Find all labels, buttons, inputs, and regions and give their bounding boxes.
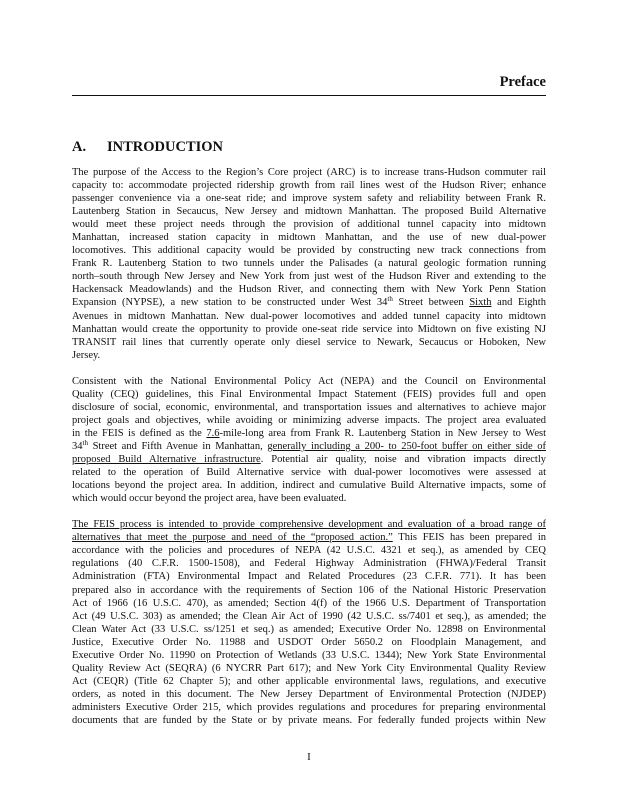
text-run: passenger convenience via a one-seat ride; and improve system safety and reliability between Frank R.: [72, 193, 546, 205]
text-run: locomotives. This additional capacity would be provided by constructing new track connections from: [72, 245, 546, 257]
text-line: [72, 662, 546, 675]
text-line: [72, 414, 546, 427]
text-run: Consistent with the National Environmental Policy Act (NEPA) and the Council on Environmental: [72, 375, 546, 387]
text-run: Manhattan, increased station capacity in midtown Manhattan, and the use of new dual-power: [72, 232, 546, 244]
text-run: Jersey.: [72, 349, 101, 361]
text-run: -mile-long area from Frank R. Lautenberg Station in New Jersey to West: [219, 427, 546, 439]
paragraph: [72, 375, 546, 505]
text-run: project goals and objectives, while avoiding or minimizing adverse impacts. The project area evaluated: [72, 414, 546, 426]
text-run: Street and Fifth Avenue in Manhattan,: [87, 440, 268, 452]
section-letter: A.: [72, 139, 87, 155]
text-run: would meet these project needs through the provision of additional tunnel capacity into midtown: [72, 219, 546, 231]
underlined-text: proposed Build Alternative infrastructure: [72, 454, 261, 466]
text-run: regulations (40 C.F.R. 1500-1508), and Federal Highway Administration (FHWA)/Federal Transit: [72, 558, 546, 570]
text-line: [72, 440, 546, 453]
text-line: [72, 401, 546, 414]
text-run: and Eighth: [491, 297, 546, 309]
text-run: locations beyond the project area. In addition, indirect and cumulative Build Alternative impacts, some of: [72, 480, 546, 492]
text-line: [72, 283, 546, 296]
text-run: disclosure of social, economic, environmental, and transportation issues and alternatives to achieve major: [72, 401, 546, 413]
text-run: Expansion (NYPSE), a new station to be constructed under West 34: [72, 297, 388, 309]
text-run: Hackensack Meadowlands) and the Hudson River, and connecting them with New York Penn Station: [72, 284, 546, 296]
text-line: [72, 427, 546, 440]
text-line: [72, 205, 546, 218]
text-line: [72, 714, 546, 727]
text-run: related to the operation of Build Alternative service with dual-power locomotives were assessed at: [72, 467, 546, 479]
text-run: orders, as noted in this document. The New Jersey Department of Environmental Protection (NJDEP): [72, 688, 546, 700]
text-run: Manhattan would create the opportunity to provide one-seat ride service into Midtown on five existing NJ: [72, 323, 546, 335]
superscript: th: [387, 296, 393, 304]
text-line: [72, 349, 546, 362]
text-line: [72, 557, 546, 570]
text-run: Frank R. Lautenberg Station to two tunnels under the Palisades (a natural geologic formation running: [72, 258, 546, 270]
text-line: [72, 466, 546, 479]
text-line: [72, 688, 546, 701]
text-run: capacity to: accommodate projected ridership growth from rail lines west of the Hudson River; enhance: [72, 180, 546, 192]
underlined-text: generally including a 200- to 250-foot buffer on either side of: [267, 440, 546, 452]
header-rule: [72, 95, 546, 96]
text-line: [72, 479, 546, 492]
text-run: Administration (FTA) Environmental Impact and Related Procedures (23 C.F.R. 771). It has been: [72, 571, 546, 583]
text-run: This FEIS has been prepared in: [392, 532, 546, 544]
text-line: [72, 518, 546, 531]
underlined-text: alternatives that meet the purpose and need of the “proposed action.”: [72, 532, 393, 544]
text-line: [72, 270, 546, 283]
text-run: Executive Order No. 11990 on Protection of Wetlands (33 U.S.C. 1344); New York State Environmental: [72, 649, 546, 661]
page-header-title: Preface: [499, 74, 546, 90]
page-number: I: [307, 751, 311, 763]
text-run: Act (CEQR) (Title 62 Chapter 5); and other applicable environmental laws, regulations, and executive: [72, 675, 546, 687]
text-run: 34: [72, 440, 83, 452]
text-line: [72, 597, 546, 610]
text-run: north–south through New Jersey and New York from just west of the Hudson River and extending to the: [72, 271, 546, 283]
text-run: administers Executive Order 215, which provides regulations and procedures for preparing environmental: [72, 701, 546, 713]
paragraph-gap: [72, 505, 546, 518]
text-line: [72, 375, 546, 388]
text-run: Act of 1966 (16 U.S.C. 470), as amended; Section 4(f) of the 1966 U.S. Department of Transportation: [72, 597, 546, 609]
text-line: [72, 192, 546, 205]
text-line: [72, 323, 546, 336]
text-line: [72, 492, 546, 505]
text-run: . Potential air quality, noise and vibration impacts directly: [260, 454, 546, 466]
text-run: Justice, Executive Order No. 11988 and USDOT Order 5650.2 on Floodplain Management, and: [72, 636, 546, 648]
text-line: [72, 257, 546, 270]
text-run: Act (49 U.S.C. 303) as amended; the Clean Air Act of 1990 (42 U.S.C. ss/7401 et seq.), as amended; the: [72, 610, 546, 622]
text-run: Avenues in midtown Manhattan. New dual-power locomotives and added tunnel capacity into midtown: [72, 310, 546, 322]
text-run: accordance with the policies and procedures of NEPA (42 U.S.C. 4321 et seq.), as amended by CEQ: [72, 545, 546, 557]
text-line: [72, 701, 546, 714]
text-line: [72, 336, 546, 349]
text-line: [72, 531, 546, 544]
text-line: [72, 453, 546, 466]
text-line: [72, 584, 546, 597]
text-line: [72, 544, 546, 557]
text-line: [72, 570, 546, 583]
superscript: th: [82, 439, 88, 447]
text-line: [72, 675, 546, 688]
text-run: Clean Water Act (33 U.S.C. ss/1251 et seq.) as amended; Executive Order No. 12898 on Environmental: [72, 623, 546, 635]
text-line: [72, 231, 546, 244]
paragraph: [72, 518, 546, 727]
text-line: [72, 636, 546, 649]
section-title: INTRODUCTION: [107, 139, 224, 155]
paragraph: [72, 166, 546, 362]
section-heading: [72, 139, 223, 156]
text-run: Lautenberg Station in Secaucus, New Jersey and midtown Manhattan. The proposed Build Alternative: [72, 206, 546, 218]
paragraph-gap: [72, 362, 546, 375]
text-run: in the FEIS is defined as the: [72, 427, 207, 439]
text-line: [72, 296, 546, 309]
text-run: which would occur beyond the project area, have been evaluated.: [72, 493, 347, 505]
text-run: Street between: [392, 297, 470, 309]
text-line: [72, 388, 546, 401]
text-run: prepared also in accordance with the requirements of Section 106 of the National Historic Preservation: [72, 584, 546, 596]
text-line: [72, 649, 546, 662]
text-line: [72, 244, 546, 257]
text-line: [72, 166, 546, 179]
underlined-text: Sixth: [469, 297, 492, 309]
text-run: Quality Review Act (SEQRA) (6 NYCRR Part 617); and New York City Environmental Quality Review: [72, 662, 546, 674]
underlined-text: The FEIS process is intended to provide comprehensive development and evaluation of a broad range of: [72, 519, 546, 531]
body-text: [72, 166, 546, 727]
text-run: The purpose of the Access to the Region’s Core project (ARC) is to increase trans-Hudson commuter rail: [72, 167, 546, 178]
text-line: [72, 623, 546, 636]
text-run: documents that are funded by the State or by private means. For federally funded projects within New: [72, 714, 546, 726]
underlined-text: 7.6: [206, 427, 220, 439]
text-line: [72, 218, 546, 231]
text-line: [72, 310, 546, 323]
text-line: [72, 610, 546, 623]
text-line: [72, 179, 546, 192]
text-run: TRANSIT rail lines that currently operate only diesel service to Newark, Secaucus or Hoboken, New: [72, 336, 546, 348]
text-run: Quality (CEQ) guidelines, this Final Environmental Impact Statement (FEIS) provides full and open: [72, 388, 546, 400]
